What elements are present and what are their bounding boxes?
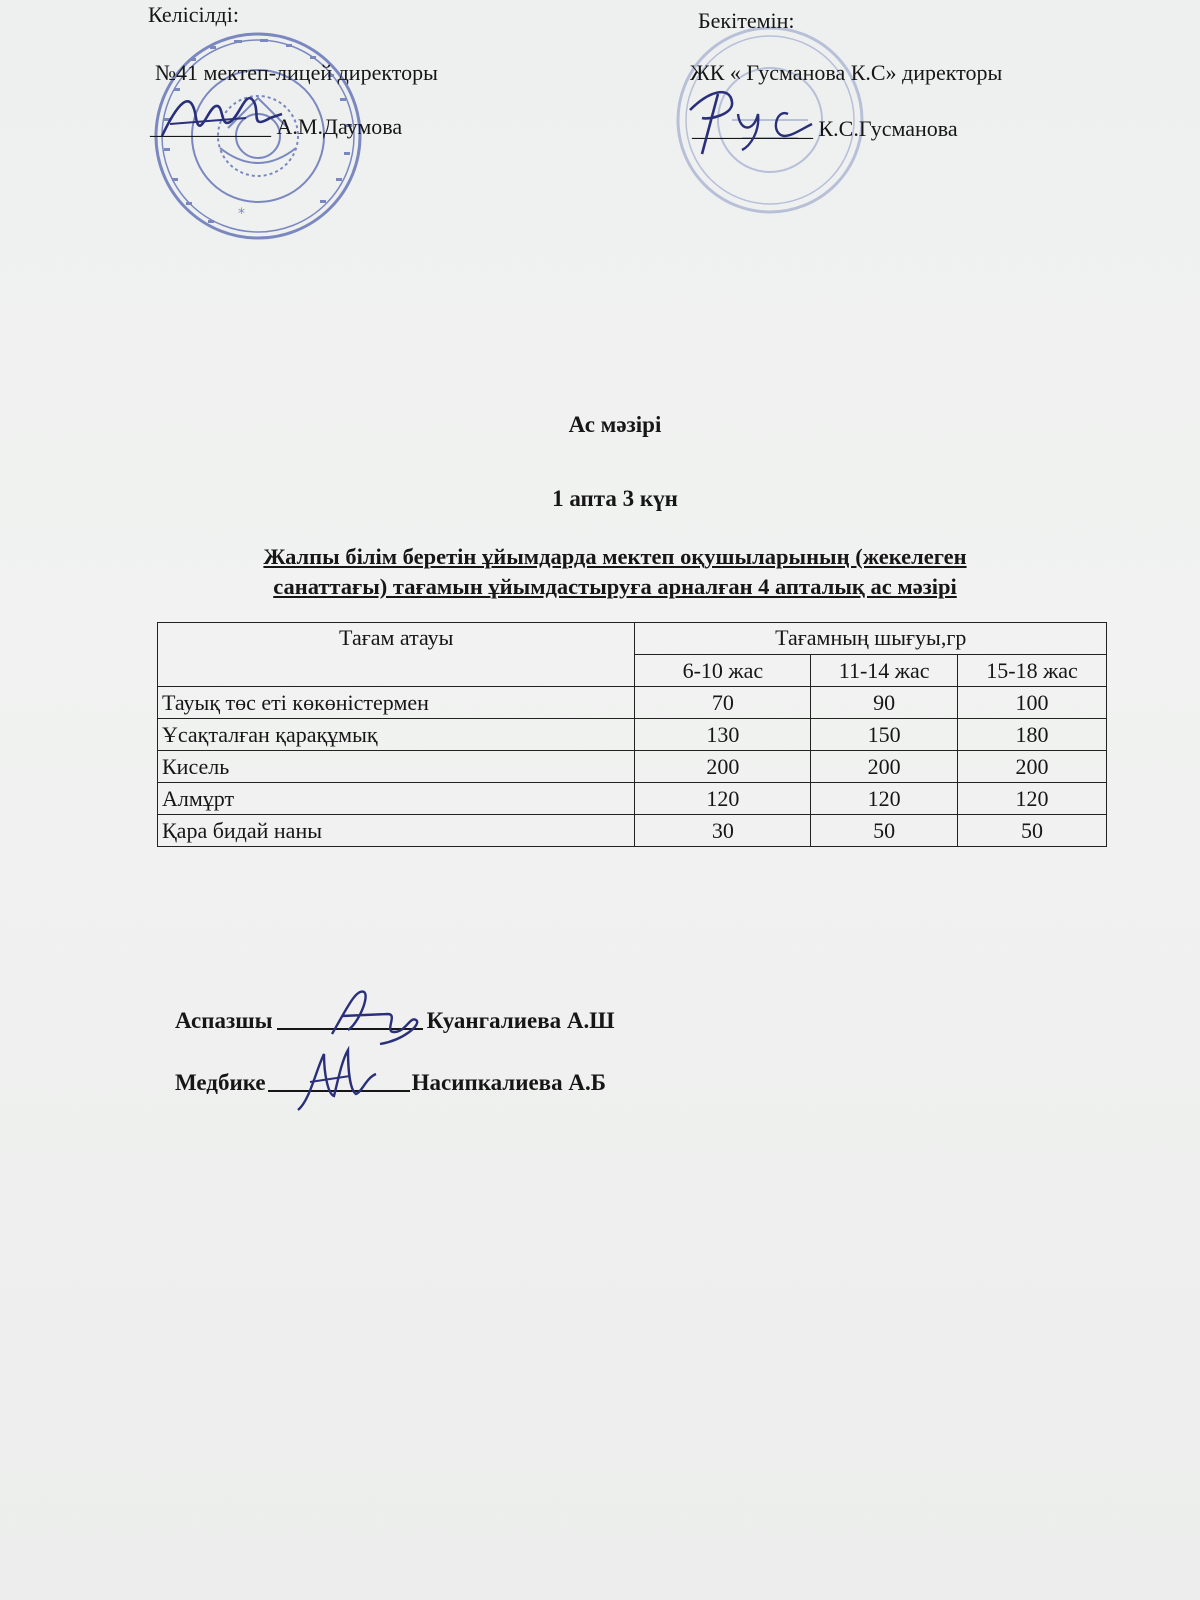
table-row: [158, 719, 1107, 751]
svg-text:*: *: [238, 206, 245, 222]
dish-name: Алмұрт: [158, 783, 635, 815]
dish-output-15-18: 100: [958, 687, 1107, 719]
approval-left-label: Келісілді:: [148, 2, 239, 27]
dish-name: Қара бидай наны: [158, 815, 635, 847]
document-title: Ас мәзірі: [568, 412, 662, 437]
nurse-signature-row: [175, 1070, 606, 1096]
dish-output-15-18: 200: [958, 751, 1107, 783]
table-row: [158, 783, 1107, 815]
table-row: [158, 687, 1107, 719]
dish-output-11-14: 150: [811, 719, 958, 751]
document-description-line2: санаттағы) тағамын ұйымдастыруға арналған 4 апталық ас мәзірі: [273, 574, 957, 599]
output-group-header: Тағамның шығуы,гр: [635, 623, 1107, 655]
approval-right-position: ЖК « Гусманова К.С» директоры: [690, 60, 1003, 85]
table-row: [158, 815, 1107, 847]
director-left-signature: [150, 78, 290, 148]
dish-output-11-14: 200: [811, 751, 958, 783]
dish-output-6-10: 70: [635, 687, 811, 719]
dish-output-11-14: 90: [811, 687, 958, 719]
dish-output-11-14: 50: [811, 815, 958, 847]
document-subtitle: 1 апта 3 күн: [552, 486, 678, 511]
age-header-11-14: 11-14 жас: [811, 655, 958, 687]
nurse-name: Насипкалиева А.Б: [411, 1070, 606, 1095]
cook-name: Куангалиева А.Ш: [426, 1008, 615, 1033]
dish-output-6-10: 120: [635, 783, 811, 815]
cook-label: Аспазшы: [175, 1008, 273, 1033]
dish-name-header: Тағам атауы: [158, 623, 635, 687]
dish-output-15-18: 50: [958, 815, 1107, 847]
nurse-label: Медбике: [175, 1070, 266, 1095]
age-header-15-18: 15-18 жас: [958, 655, 1107, 687]
menu-table: [157, 622, 1107, 847]
approval-right-label: Бекітемін:: [698, 8, 795, 33]
document-description-line1: Жалпы білім беретін ұйымдарда мектеп оқушыларының (жекелеген: [263, 544, 967, 569]
dish-output-15-18: 180: [958, 719, 1107, 751]
dish-output-6-10: 130: [635, 719, 811, 751]
table-row: [158, 751, 1107, 783]
dish-output-6-10: 30: [635, 815, 811, 847]
dish-output-11-14: 120: [811, 783, 958, 815]
dish-output-15-18: 120: [958, 783, 1107, 815]
age-header-6-10: 6-10 жас: [635, 655, 811, 687]
director-right-signature: [680, 80, 820, 160]
approval-left-signature-line: ___________ А.М.Даумова: [150, 114, 403, 139]
dish-output-6-10: 200: [635, 751, 811, 783]
dish-name: Тауық төс еті көкөністермен: [158, 687, 635, 719]
nurse-signature: [290, 1040, 390, 1120]
dish-name: Кисель: [158, 751, 635, 783]
approval-right-signature-line: ___________ К.С.Гусманова: [692, 116, 958, 141]
approval-left-position: №41 мектеп-лицей директоры: [155, 60, 438, 85]
dish-name: Ұсақталған қарақұмық: [158, 719, 635, 751]
table-header-row: [158, 623, 1107, 655]
